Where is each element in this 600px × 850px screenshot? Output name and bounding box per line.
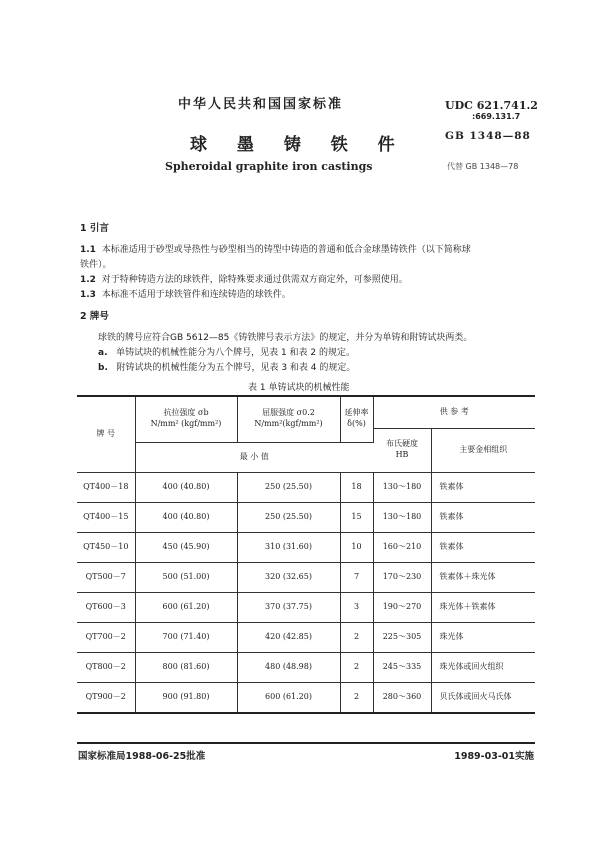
cell-hardness: 225～305 [373,622,431,652]
cell-tensile: 800 (81.60) [135,652,237,682]
cell-yield: 480 (48.98) [237,652,340,682]
cell-hardness: 190～270 [373,592,431,622]
standard-org: 中华人民共和国国家标准 [178,97,344,112]
cell-grade: QT450－10 [77,532,135,562]
cell-tensile: 900 (91.80) [135,682,237,713]
cell-yield: 250 (25.50) [237,472,340,502]
cell-elongation: 18 [340,472,373,502]
effective-date: 1989-03-01实施 [454,751,534,762]
udc-number-line2: :669.131.7 [472,112,521,121]
cell-yield: 250 (25.50) [237,502,340,532]
list-item: 单铸试块的机械性能分为八个牌号，见表 1 和表 2 的规定。 [116,348,355,358]
cell-elongation: 2 [340,652,373,682]
english-title: Spheroidal graphite iron castings [165,160,373,173]
cell-yield: 310 (31.60) [237,532,340,562]
cell-microstructure: 珠光体或回火组织 [431,652,535,682]
header-microstructure: 主要金相组织 [431,428,535,472]
table-row [77,472,535,502]
cell-tensile: 450 (45.90) [135,532,237,562]
cell-elongation: 3 [340,592,373,622]
clause-number: 1.1 [80,245,96,255]
cell-hardness: 130～180 [373,472,431,502]
cell-yield: 420 (42.85) [237,622,340,652]
cell-microstructure: 珠光体＋铁素体 [431,592,535,622]
cell-tensile: 400 (40.80) [135,472,237,502]
cell-grade: QT600－3 [77,592,135,622]
cell-hardness: 245～335 [373,652,431,682]
cell-elongation: 15 [340,502,373,532]
cell-grade: QT800－2 [77,652,135,682]
cell-yield: 370 (37.75) [237,592,340,622]
cell-elongation: 2 [340,682,373,713]
cell-yield: 320 (32.65) [237,562,340,592]
replaces-note: 代替 GB 1348—78 [447,162,519,171]
cell-hardness: 160～210 [373,532,431,562]
cell-grade: QT400－18 [77,472,135,502]
header-hardness: 布氏硬度 [386,439,418,449]
cell-grade: QT500－7 [77,562,135,592]
cell-microstructure: 铁素体 [431,472,535,502]
section-1-heading: 1 引言 [80,223,109,234]
list-item: 附铸试块的机械性能分为五个牌号，见表 3 和表 4 的规定。 [116,363,356,373]
header-yield-unit: N/mm²(kgf/mm²) [254,419,323,429]
clause-text: 铁件）。 [80,260,112,270]
cell-grade: QT900－2 [77,682,135,713]
cell-hardness: 280～360 [373,682,431,713]
cell-microstructure: 铁素体 [431,532,535,562]
cell-yield: 600 (61.20) [237,682,340,713]
table-row [77,682,535,713]
cell-microstructure: 铁素体 [431,502,535,532]
table-row [77,592,535,622]
cell-hardness: 170～230 [373,562,431,592]
table-row [77,652,535,682]
cell-microstructure: 珠光体 [431,622,535,652]
clause-text: 本标准不适用于球铁管件和连续铸造的球铁件。 [101,290,291,300]
header-tensile-unit: N/mm² (kgf/mm²) [150,419,222,429]
cell-hardness: 130～180 [373,502,431,532]
section-2-heading: 2 牌号 [80,311,109,322]
header-tensile: 抗拉强度 σb [163,408,209,418]
list-marker: b. [98,363,108,373]
cell-tensile: 500 (51.00) [135,562,237,592]
footer-divider [77,742,535,744]
approval-date: 国家标准局1988-06-25批准 [78,751,206,762]
cell-tensile: 600 (61.20) [135,592,237,622]
clause-text: 本标准适用于砂型或导热性与砂型相当的铸型中铸造的普通和低合金球墨铸铁件（以下简称球 [101,245,471,255]
table-caption: 表 1 单铸试块的机械性能 [248,383,350,393]
table-row [77,502,535,532]
cell-elongation: 2 [340,622,373,652]
clause-number: 1.3 [80,290,96,300]
cell-tensile: 700 (71.40) [135,622,237,652]
table-row [77,562,535,592]
list-marker: a. [98,348,108,358]
clause-number: 1.2 [80,275,96,285]
header-grade: 牌 号 [77,396,135,472]
header-elongation: 延伸率 [344,408,369,418]
mechanical-properties-table [77,395,535,714]
header-reference: 供 参 考 [373,396,535,428]
cell-microstructure: 铁素体＋珠光体 [431,562,535,592]
header-yield: 屈服强度 σ0.2 [262,408,315,418]
clause-text: 球铁的牌号应符合GB 5612—85《铸铁牌号表示方法》的规定，并分为单铸和附铸试块两类。 [98,333,473,343]
cell-microstructure: 贝氏体或回火马氏体 [431,682,535,713]
cell-grade: QT400－15 [77,502,135,532]
table-row [77,622,535,652]
header-minimum: 最 小 值 [135,442,373,472]
cell-grade: QT700－2 [77,622,135,652]
cell-elongation: 7 [340,562,373,592]
gb-number: GB 1348—88 [445,130,531,142]
clause-text: 对于特种铸造方法的球铁件，除特殊要求通过供需双方商定外，可参照使用。 [101,275,408,285]
table-row [77,532,535,562]
cell-elongation: 10 [340,532,373,562]
udc-number: UDC 621.741.2 [445,99,538,112]
cell-tensile: 400 (40.80) [135,502,237,532]
header-hardness-unit: HB [395,450,409,459]
header-elongation-unit: δ(%) [347,419,366,429]
document-title: 球 墨 铸 铁 件 [190,135,407,155]
